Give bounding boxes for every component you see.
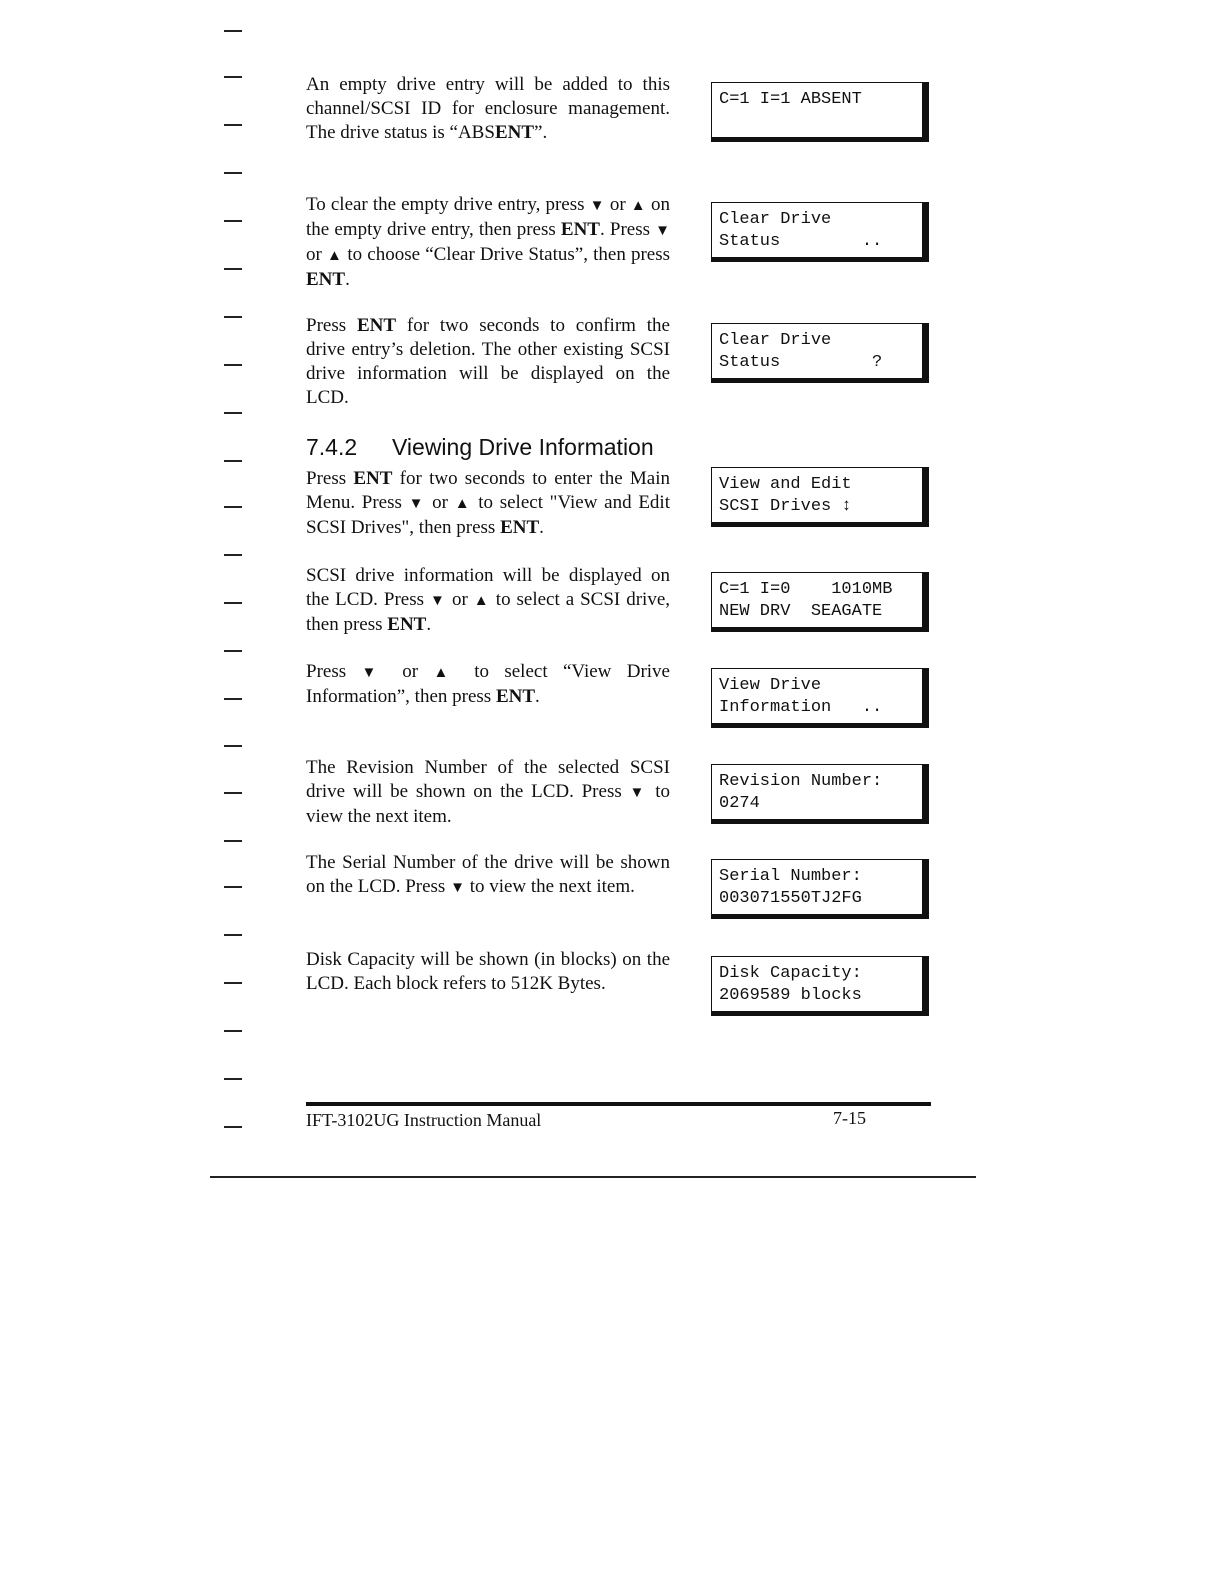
section-heading <box>306 434 654 461</box>
margin-mark <box>224 1078 242 1080</box>
margin-mark <box>224 554 242 556</box>
margin-mark <box>224 650 242 652</box>
lcd-line: Status .. <box>719 232 883 251</box>
paragraph-view-info: Press ▼ or ▲ to select “View Drive Information”, then press ENT. <box>306 661 670 707</box>
paragraph-capacity: Disk Capacity will be shown (in blocks) on the LCD. Each block refers to 512K Bytes. <box>306 949 670 994</box>
down-arrow-icon: ▼ <box>408 496 426 512</box>
lcd-line: 003071550TJ2FG <box>719 889 862 908</box>
down-arrow-icon: ▼ <box>361 665 387 681</box>
lcd-line: 0274 <box>719 794 760 813</box>
margin-mark <box>224 172 242 174</box>
footer-manual-title: IFT-3102UG Instruction Manual <box>306 1110 542 1130</box>
margin-mark <box>224 745 242 747</box>
margin-mark <box>224 364 242 366</box>
lcd-line: Information .. <box>719 698 883 717</box>
paragraph-select-drive: SCSI drive information will be displayed on the LCD. Press ▼ or ▲ to select a SCSI drive, then press ENT. <box>306 565 670 635</box>
down-arrow-icon: ▼ <box>589 198 605 214</box>
paragraph-main-menu: Press ENT for two seconds to enter the Main Menu. Press ▼ or ▲ to select "View and Edit SCSI Drives", then press ENT. <box>306 468 670 538</box>
down-arrow-icon: ▼ <box>450 880 465 896</box>
lcd-line: Status ? <box>719 353 883 372</box>
margin-mark <box>224 982 242 984</box>
margin-mark <box>224 268 242 270</box>
up-arrow-icon: ▲ <box>433 665 459 681</box>
margin-mark <box>224 840 242 842</box>
margin-mark <box>224 602 242 604</box>
margin-mark <box>224 124 242 126</box>
margin-mark <box>224 792 242 794</box>
lcd-line: C=1 I=0 1010MB <box>719 580 893 599</box>
lcd-line: Revision Number: <box>719 772 883 791</box>
paragraph-clear-entry: To clear the empty drive entry, press ▼ or ▲ on the empty drive entry, then press ENT. Press ▼ or ▲ to choose “Clear Drive Status”, then press ENT. <box>306 194 671 290</box>
page-number: 7-15 <box>833 1108 866 1128</box>
margin-mark <box>224 1030 242 1032</box>
down-arrow-icon: ▼ <box>429 593 447 609</box>
lcd-line: SCSI Drives ↕ <box>719 497 852 516</box>
lcd-screen <box>711 668 929 728</box>
margin-mark <box>224 506 242 508</box>
lcd-screen <box>711 467 929 527</box>
down-arrow-icon: ▼ <box>629 785 648 801</box>
margin-mark <box>224 76 242 78</box>
lcd-line: C=1 I=1 ABSENT <box>719 90 862 109</box>
margin-mark <box>224 1126 242 1128</box>
up-arrow-icon: ▲ <box>454 496 472 512</box>
paragraph-revision: The Revision Number of the selected SCSI drive will be shown on the LCD. Press ▼ to view the next item. <box>306 757 670 827</box>
section-title: Viewing Drive Information <box>392 434 654 460</box>
lcd-line: Disk Capacity: <box>719 964 862 983</box>
lcd-line: View and Edit <box>719 475 852 494</box>
margin-mark <box>224 30 242 32</box>
up-arrow-icon: ▲ <box>473 593 490 609</box>
section-number: 7.4.2 <box>306 434 358 460</box>
lcd-screen <box>711 859 929 919</box>
paragraph-absent-entry: An empty drive entry will be added to this channel/SCSI ID for enclosure management. The drive status is “ABSENT”. <box>306 74 670 143</box>
up-arrow-icon: ▲ <box>630 198 646 214</box>
lcd-line: Clear Drive <box>719 210 832 229</box>
paragraph-confirm-deletion: Press ENT for two seconds to confirm the drive entry’s deletion. The other existing SCSI drive information will be displayed on the LCD. <box>306 315 670 408</box>
lcd-line: Serial Number: <box>719 867 862 886</box>
lcd-line: 2069589 blocks <box>719 986 862 1005</box>
margin-mark <box>224 412 242 414</box>
lcd-screen <box>711 956 929 1016</box>
lcd-screen <box>711 764 929 824</box>
margin-mark <box>224 886 242 888</box>
lcd-screen <box>711 82 929 142</box>
lcd-screen <box>711 323 929 383</box>
margin-mark <box>224 220 242 222</box>
up-arrow-icon: ▲ <box>326 248 343 264</box>
margin-mark <box>224 934 242 936</box>
margin-mark <box>224 316 242 318</box>
lcd-screen <box>711 572 929 632</box>
lcd-line: View Drive <box>719 676 822 695</box>
page-bottom-rule <box>210 1176 976 1178</box>
lcd-line: Clear Drive <box>719 331 832 350</box>
lcd-screen <box>711 202 929 262</box>
margin-mark <box>224 460 242 462</box>
lcd-line <box>712 111 922 133</box>
paragraph-serial: The Serial Number of the drive will be shown on the LCD. Press ▼ to view the next item. <box>306 852 670 897</box>
down-arrow-icon: ▼ <box>655 223 670 239</box>
margin-mark <box>224 698 242 700</box>
footer-rule <box>306 1102 931 1106</box>
lcd-line: NEW DRV SEAGATE <box>719 602 883 621</box>
